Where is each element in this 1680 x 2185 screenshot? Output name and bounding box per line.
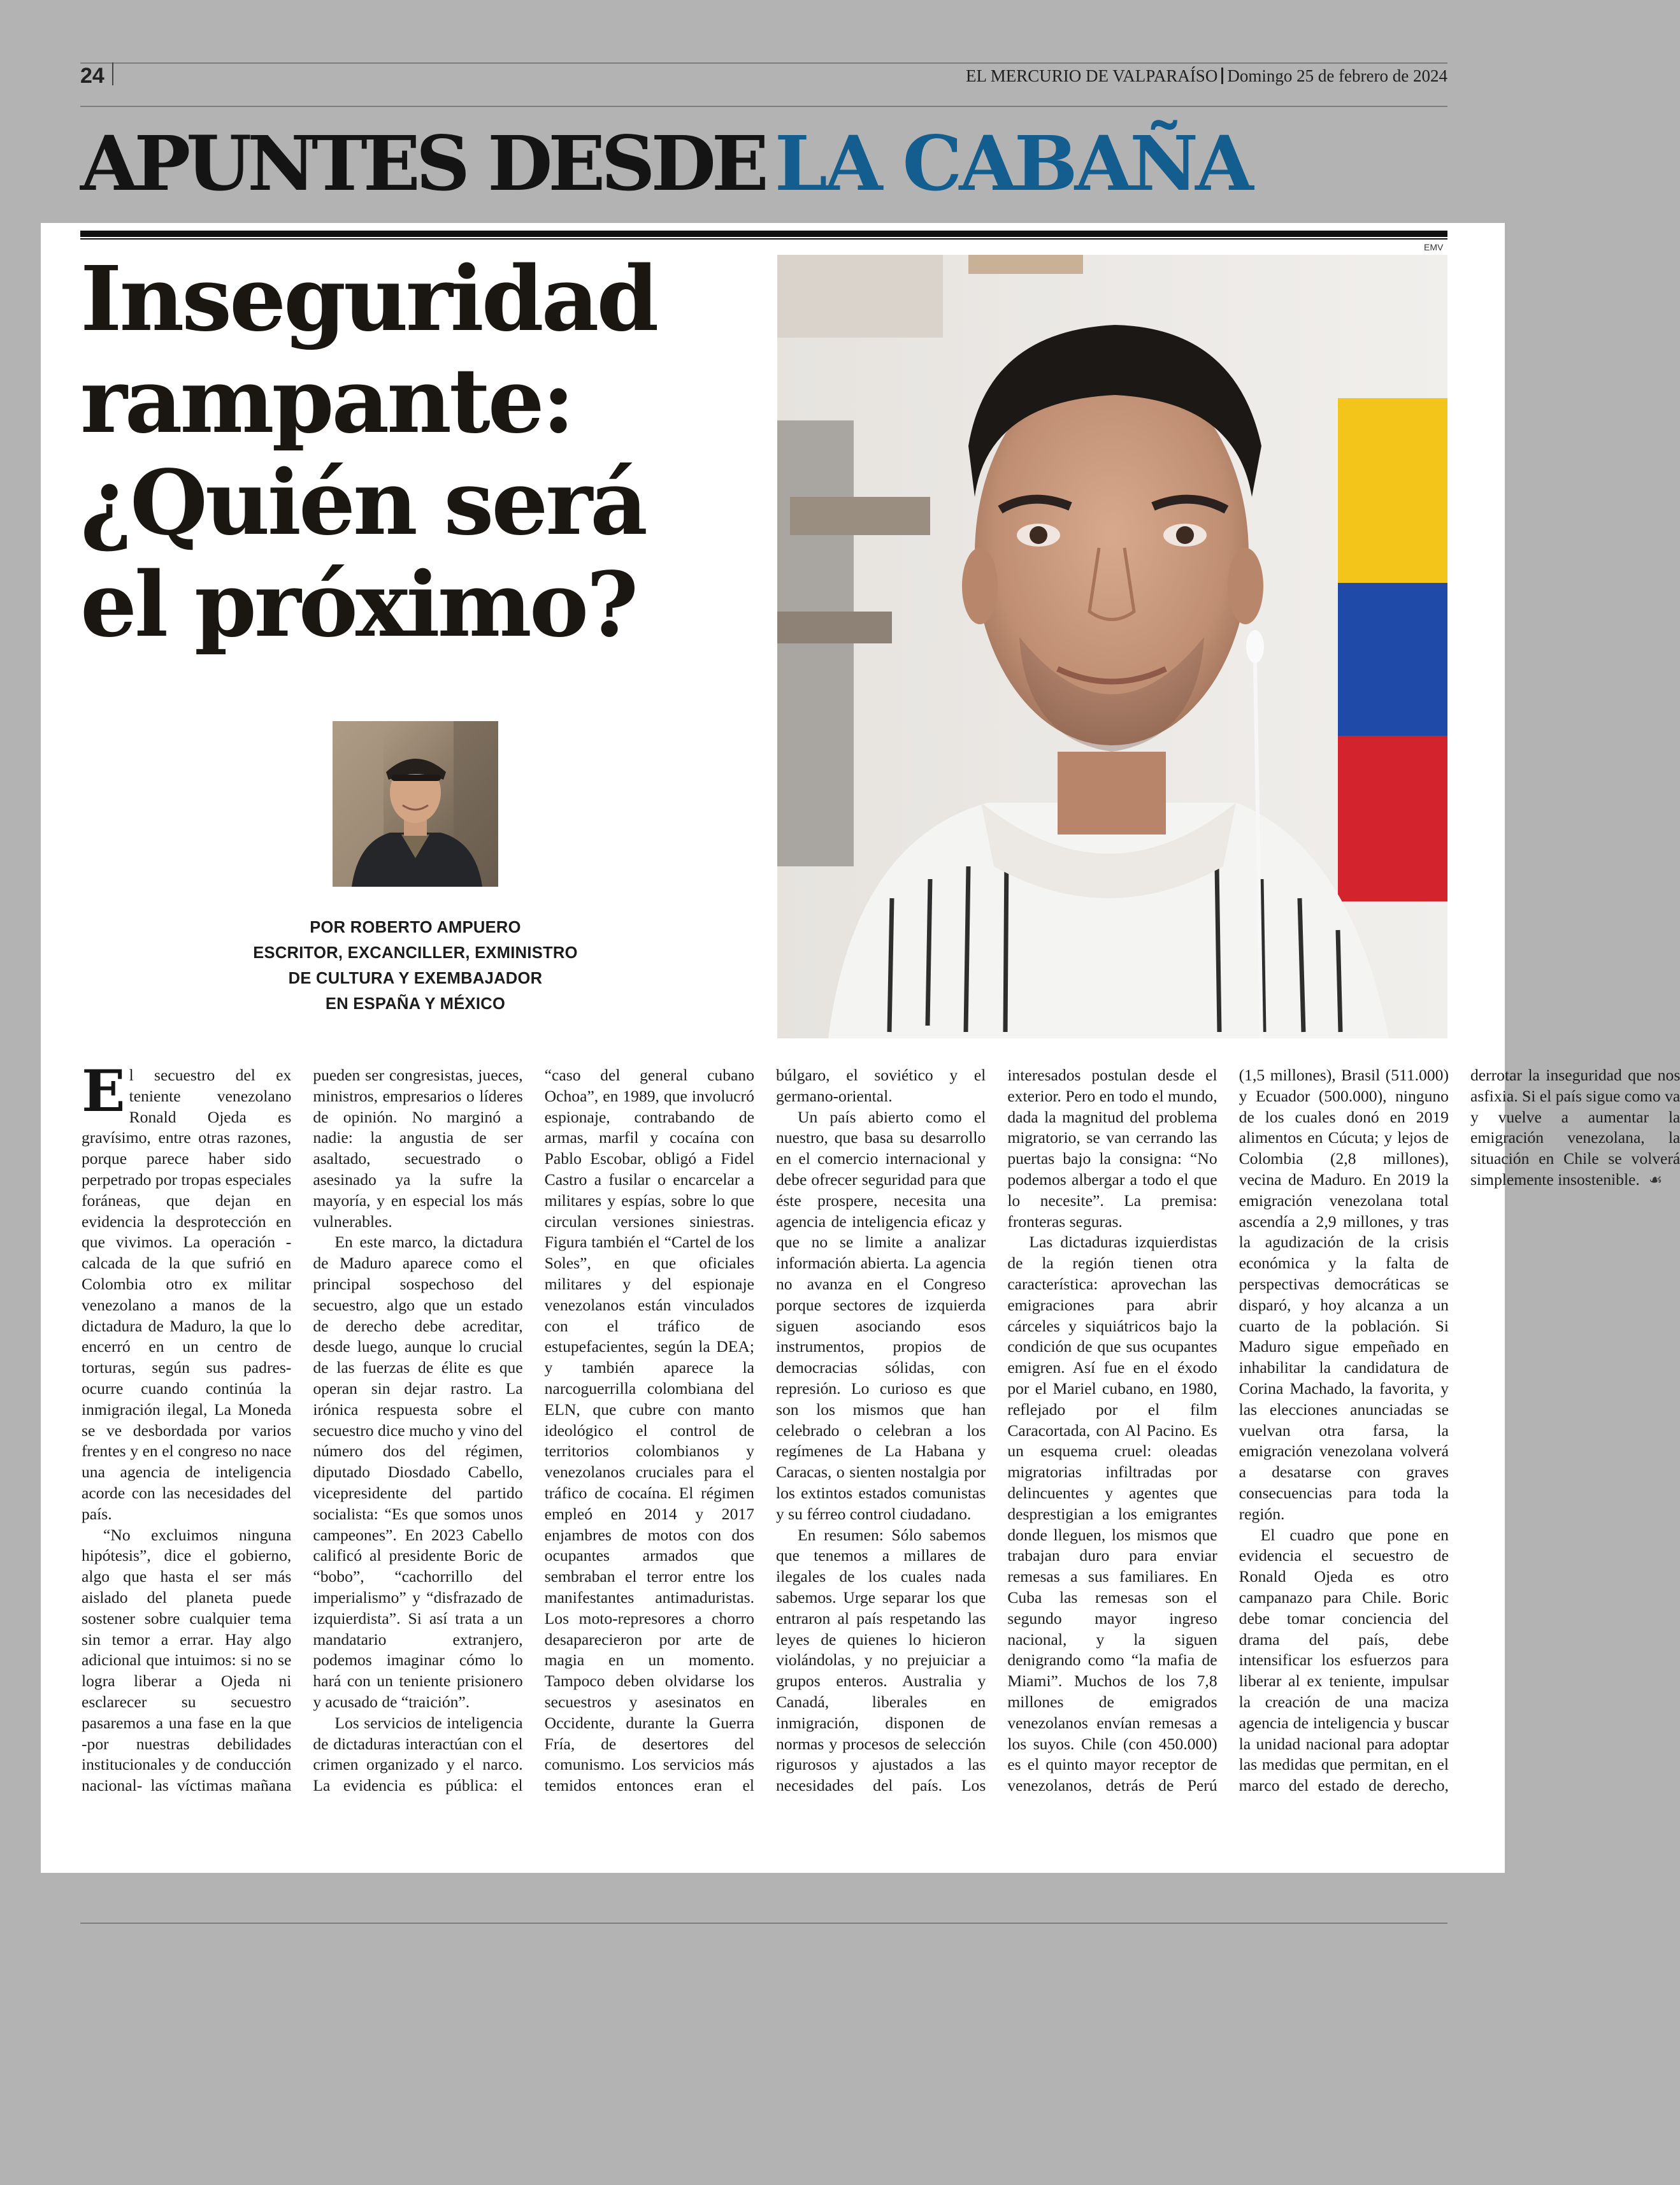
byline-role: DE CULTURA Y EXEMBAJADOR (288, 970, 543, 987)
page-header (80, 61, 1447, 99)
article-top-rule (80, 231, 1447, 237)
byline-role: ESCRITOR, EXCANCILLER, EXMINISTRO (253, 944, 578, 962)
body-paragraph: Las dictaduras izquierdistas de la región tienen otra característica: aprovechan las emigraciones para abrir cárceles y siquiátricos bajo la condición de que sus ocupantes emigren. Así fue en el éxodo por el Mariel cubano, en 1980, reflejado por el film Caracortada, con Al Pacino. Es un esquema cruel: oleadas migratorias infiltradas por delincuentes y agentes que desprestigian a los emigrantes donde lleguen, los mismos que trabajan duro para enviar remesas a sus familiares. En Cuba las remesas son el segundo mayor ingreso nacional, y la siguen denigrando como “la mafia de Miami”. Muchos de los 7,8 millones de emigrados venezolanos envían remesas a los suyos. Chile (con 450.000) es el quinto mayor receptor de venezolanos, detrás de Perú (1,5 millones), Brasil (511.000) y Ecuador (500.000), ninguno de los cuales donó en 2019 alimentos en Cúcuta; y lejos de Colombia (2,8 millones), vecina de Maduro. En 2019 la emigración venezolana total ascendía a 2,9 millones, y tras la agudización de la crisis económica y la falta de perspectivas democráticas se disparó, y hoy alcanza a un cuarto de la población. Si Maduro sigue empeñado en inhabilitar la candidatura de Corina Machado, la favorita, y las elecciones anunciadas se vuelvan otra farsa, la emigración venezolana volverá a desatarse con graves consecuencias para toda la región. (1007, 1066, 1449, 1795)
headline-line: Inseguridad (80, 247, 657, 352)
issue-date: Domingo 25 de febrero de 2024 (1227, 66, 1447, 85)
article-body (82, 1057, 1680, 1814)
photo-credit: EMV (1424, 242, 1444, 252)
masthead-separator (1221, 68, 1223, 84)
header-bottom-rule (80, 106, 1447, 107)
page-number-separator (112, 62, 113, 85)
author-portrait-image (333, 721, 498, 887)
newspaper-name: EL MERCURIO DE VALPARAÍSO (966, 66, 1218, 85)
main-article-photo (777, 255, 1447, 1038)
body-paragraph: Los servicios de inteligencia de dictaduras interactúan con el crimen organizado y el narco. La evidencia es pública: el “caso del general cubano Ochoa”, en 1989, que involucró espionaje, contrabando de armas, marfil y cocaína con Pablo Escobar, obligó a Fidel Castro a fusilar o encarcelar a militares y espías, sobre lo que circulan versiones siniestras. Figura también el “Cartel de los Soles”, en que oficiales militares y del espionaje venezolanos están vinculados con el tráfico de estupefacientes, según la DEA; y también aparece la narcoguerrilla colombiana del ELN, que cubre con manto ideológico el control de territorios colombianos y venezolanos cruciales para el tráfico de cocaína. El régimen empleó en 2014 y 2017 enjambres de motos con dos ocupantes armados que sembraban el terror entre los manifestantes antimaduristas. Los moto-represores a chorro desaparecieron por arte de magia en un momento. Tampoco deben olvidarse los secuestros y asesinatos en Occidente, durante la Guerra Fría, de desertores del comunismo. Los servicios más temidos entonces eran el búlgaro, el soviético y el germano-oriental. (313, 1066, 986, 1795)
byline-role: EN ESPAÑA Y MÉXICO (325, 995, 506, 1013)
byline (214, 915, 617, 1017)
portrait-photo-image (777, 255, 1447, 1038)
page-number: 24 (80, 64, 104, 88)
article-top-rule-thin (80, 238, 1447, 240)
body-paragraph: “No excluimos ninguna hipótesis”, dice el gobierno, algo que hasta el ser más aislado del planeta puede sostener sobre cualquier tema sin temor a errar. Hay algo adicional que intuimos: si no se logra liberar a Ojeda ni esclarecer su secuestro pasaremos a una fase en la que -por nuestras debilidades institucionales y de conducción nacional- las víctimas mañana pueden ser congresistas, jueces, ministros, empresarios o líderes de opinión. No marginó a nadie: la angustia de ser asaltado, secuestrado o asesinado ya la sufre la mayoría, y en especial los más vulnerables. (82, 1066, 523, 1795)
section-title (80, 119, 1447, 208)
body-paragraph: En resumen: Sólo sabemos que tenemos a millares de ilegales de los cuales nada sabemos. Urge separar los que entraron al país respetando las leyes de quienes lo hicieron violándolas, y no prejuiciar a grupos enteros. Australia y Canadá, liberales en inmigración, disponen de normas y procesos de selección rigurosos y ajustados a las necesidades del país. Los interesados postulan desde el exterior. Pero en todo el mundo, dada la magnitud del problema migratorio, se van cerrando las puertas bajo la consigna: “No podemos albergar a todo el que lo necesite”. La premisa: fronteras seguras. (775, 1066, 1217, 1795)
author-portrait (333, 721, 498, 887)
drop-cap: E (82, 1057, 126, 1125)
section-title-accent: LA CABAÑA (774, 119, 1251, 208)
byline-author: POR ROBERTO AMPUERO (310, 919, 521, 936)
end-mark-icon: ☙ (1648, 1170, 1663, 1189)
body-paragraph (82, 1057, 292, 1525)
headline-line: el próximo? (80, 553, 636, 657)
headline-line: ¿Quién será (80, 451, 645, 555)
masthead (966, 66, 1447, 86)
paragraph-text: l secuestro del ex teniente venezolano Ronald Ojeda es gravísimo, entre otras razones, porque parece haber sido perpetrado por tropas especiales foráneas, que dejan en evidencia la desprotección en que vivimos. La operación -calcada de la que sufrió en Colombia otro ex militar venezolano a manos de la dictadura de Maduro, la que lo encerró en un centro de torturas, según sus padres- ocurre cuando continúa la inmigración ilegal, La Moneda se ve desbordada por varios frentes y en el congreso no nace una agencia de inteligencia acorde con las necesidades del país. (82, 1066, 292, 1523)
article-headline (80, 248, 724, 656)
body-paragraph: En este marco, la dictadura de Maduro aparece como el principal sospechoso del secuestro, algo que un estado de derecho debe acreditar, desde luego, aunque lo crucial de las fuerzas de élite es que operan sin dejar rastro. La irónica respuesta sobre el secuestro dice mucho y vino del número dos del régimen, diputado Diosdado Cabello, vicepresidente del partido socialista: “Es que somos unos campeones”. En 2023 Cabello calificó al presidente Boric de “bobo”, “cachorrillo del imperialismo” y “disfrazado de izquierdista”. Si así trata a un mandatario extranjero, podemos imaginar cómo lo hará con un teniente prisionero y acusado de “traición”. (313, 1233, 523, 1711)
body-paragraph: Un país abierto como el nuestro, que basa su desarrollo en el comercio internacional y debe ofrecer seguridad para que éste prospere, necesita una agencia de inteligencia eficaz y que no se limite a analizar información abierta. La agencia no avanza en el Congreso porque sectores de izquierda siguen asociando esos instrumentos, propios de democracias sólidas, con represión. Lo curioso es que son los mismos que han celebrado o celebran a los regímenes de La Habana y Caracas, o sienten nostalgia por los extintos estados comunistas y su férreo control ciudadano. (775, 1107, 986, 1523)
paragraph-text: El cuadro que pone en evidencia el secuestro de Ronald Ojeda es otro campanazo para Chile. Boric debe tomar conciencia del drama del país, debe intensificar los esfuerzos para liberar al ex teniente, impulsar la creación de una maciza agencia de inteligencia y buscar la unidad nacional para adoptar las medidas que permitan, en el marco del estado de derecho, derrotar la inseguridad que nos asfixia. Si el país sigue como va y vuelve a aumentar la emigración venezolana, la situación en Chile se volverá simplemente insostenible. (1238, 1066, 1680, 1795)
headline-line: rampante: (80, 349, 573, 454)
section-title-primary: APUNTES DESDE (80, 119, 765, 208)
footer-rule (80, 1923, 1447, 1924)
